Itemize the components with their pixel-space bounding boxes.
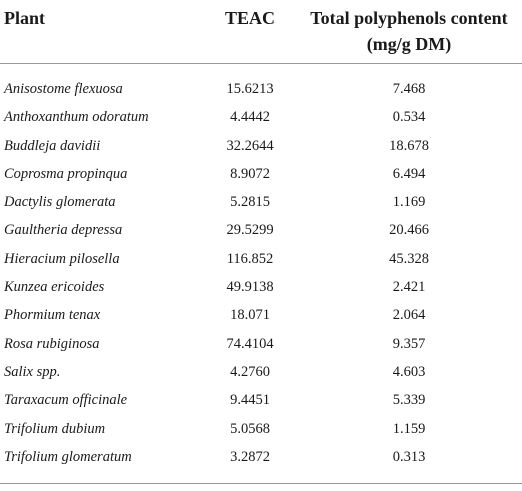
cell-teac-value: 74.4104	[226, 335, 274, 352]
cell-polyphenols-value: 4.603	[392, 363, 426, 380]
cell-plant-name: Phormium tenax	[4, 307, 101, 324]
cell-polyphenols-value: 18.678	[389, 137, 429, 154]
table-row	[0, 305, 522, 333]
cell-plant-name: Kunzea ericoides	[4, 279, 105, 296]
cell-teac-value: 5.2815	[230, 194, 270, 211]
cell-plant-name: Trifolium glomeratum	[4, 448, 132, 465]
cell-plant-name: Anisostome flexuosa	[4, 81, 123, 97]
table-row	[0, 390, 522, 418]
cell-teac-value: 116.852	[226, 250, 274, 267]
cell-teac-value: 8.9072	[230, 165, 270, 182]
cell-teac-value: 5.0568	[230, 420, 270, 437]
table-row	[0, 136, 522, 164]
cell-plant-name: Hieracium pilosella	[4, 250, 120, 267]
table-row	[0, 419, 522, 447]
cell-teac-value: 32.2644	[226, 137, 274, 154]
header-teac: TEAC	[224, 8, 275, 28]
cell-plant-name: Coprosma propinqua	[4, 165, 128, 182]
table-row	[0, 362, 522, 390]
cell-polyphenols-value: 45.328	[389, 250, 429, 267]
table-row	[0, 79, 522, 107]
header-polyphenols	[296, 6, 522, 56]
cell-teac-value: 49.9138	[226, 279, 274, 296]
cell-polyphenols-value: 1.159	[392, 420, 426, 437]
table-row	[0, 249, 522, 277]
table-row	[0, 220, 522, 248]
header-polyphenols-line2: (mg/g DM)	[366, 34, 452, 54]
cell-teac-value: 29.5299	[226, 222, 274, 239]
cell-plant-name: Anthoxanthum odoratum	[4, 109, 149, 126]
cell-plant-name: Gaultheria depressa	[4, 222, 123, 239]
cell-teac-value: 18.071	[230, 307, 270, 324]
table-row	[0, 277, 522, 305]
cell-polyphenols-value: 1.169	[392, 194, 426, 211]
header-plant: Plant	[4, 8, 46, 28]
cell-teac-value: 4.2760	[230, 363, 270, 380]
cell-polyphenols-value: 6.494	[392, 165, 426, 182]
header-polyphenols-line1: Total polyphenols content	[310, 8, 508, 28]
table-row	[0, 192, 522, 220]
table-row	[0, 107, 522, 135]
cell-teac-value: 4.4442	[230, 109, 270, 126]
table-body	[0, 79, 522, 475]
cell-teac-value: 15.6213	[226, 81, 274, 97]
cell-plant-name: Buddleja davidii	[4, 137, 101, 154]
cell-polyphenols-value: 5.339	[392, 392, 426, 409]
bottom-rule	[0, 483, 522, 484]
cell-plant-name: Salix spp.	[4, 363, 61, 380]
cell-polyphenols-value: 0.534	[392, 109, 426, 126]
cell-plant-name: Rosa rubiginosa	[4, 335, 100, 352]
cell-polyphenols-value: 9.357	[392, 335, 426, 352]
cell-polyphenols-value: 20.466	[389, 222, 429, 239]
cell-teac-value: 3.2872	[230, 448, 270, 465]
table-row	[0, 334, 522, 362]
cell-plant-name: Taraxacum officinale	[4, 392, 128, 409]
cell-plant-name: Dactylis glomerata	[4, 194, 116, 211]
table-row	[0, 164, 522, 192]
cell-plant-name: Trifolium dubium	[4, 420, 106, 437]
cell-polyphenols-value: 2.421	[392, 279, 426, 296]
cell-polyphenols-value: 7.468	[392, 81, 426, 97]
cell-polyphenols-value: 0.313	[392, 448, 426, 465]
header-rule	[0, 63, 522, 64]
cell-teac-value: 9.4451	[230, 392, 270, 409]
cell-polyphenols-value: 2.064	[392, 307, 426, 324]
table-row	[0, 447, 522, 475]
